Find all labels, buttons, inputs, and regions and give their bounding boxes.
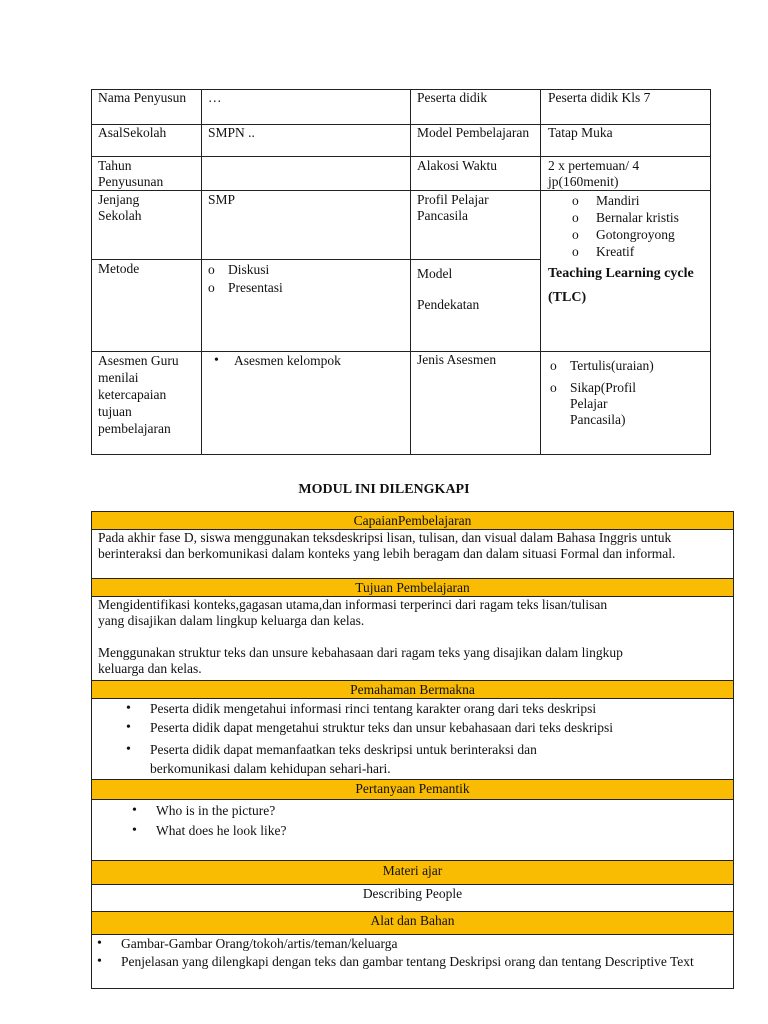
text-materi: Describing People — [362, 886, 463, 901]
alat-list — [97, 936, 697, 970]
header-capaian: CapaianPembelajaran — [91, 511, 734, 530]
list-item: • What does he look like? — [132, 823, 286, 839]
section-title: MODUL INI DILENGKAPI — [298, 482, 470, 497]
text-tujuan-2: Menggunakan struktur teks dan unsure kebahasaan dari ragam teks yang disajikan dalam lingkup keluarga dan kelas. — [98, 645, 623, 676]
label-metode: Metode — [98, 261, 140, 276]
value-alokasi-waktu: 2 x pertemuan/ 4 jp(160menit) — [548, 158, 640, 189]
label-model: Model — [417, 266, 453, 281]
label-alokasi-waktu: Alakosi Waktu — [417, 158, 498, 173]
list-item: o Sikap(Profil Pelajar Pancasila) — [550, 380, 660, 428]
label-profil-pelajar: Profil Pelajar Pancasila — [417, 192, 489, 223]
label-nama-penyusun: Nama Penyusun — [98, 90, 187, 105]
text-capaian: Pada akhir fase D, siswa menggunakan teksdeskripsi lisan, tulisan, dan visual dalam Bahasa Inggris untuk berinteraksi dan berkomunikasi dalam konteks yang lebih beragam dan dalam situasi Formal dan informal. — [98, 530, 676, 561]
label-jenis-asesmen: Jenis Asesmen — [417, 352, 497, 367]
asesmen-list — [214, 353, 341, 369]
value-pendekatan-tlc: Teaching Learning cycle (TLC) — [548, 266, 694, 305]
header-alat: Alat dan Bahan — [91, 911, 734, 935]
metode-list — [208, 262, 283, 298]
list-item: o Presentasi — [208, 280, 283, 298]
label-asesmen-guru: Asesmen Guru menilai ketercapaian tujuan pembelajaran — [98, 353, 179, 436]
profil-pelajar-list — [572, 193, 679, 261]
list-item: • Who is in the picture? — [132, 803, 286, 819]
list-item: o Mandiri — [572, 193, 679, 210]
list-item: o Tertulis(uraian) — [550, 358, 670, 374]
jenis-asesmen-list — [550, 358, 670, 428]
label-model-pembelajaran: Model Pembelajaran — [417, 125, 530, 140]
label-jenjang-sekolah: Jenjang Sekolah — [98, 192, 142, 223]
list-item: o Kreatif — [572, 244, 679, 261]
list-item: • Peserta didik dapat memanfaatkan teks deskripsi untuk berinteraksi dan berkomunikasi dalam kehidupan sehari-hari. — [126, 740, 590, 778]
label-pendekatan: Pendekatan — [417, 297, 480, 312]
pemahaman-list — [126, 701, 706, 778]
list-item: o Gotongroyong — [572, 227, 679, 244]
cell — [201, 89, 411, 125]
label-peserta-didik: Peserta didik — [417, 90, 488, 105]
list-item: • Peserta didik dapat mengetahui struktur teks dan unsur kebahasaan dari teks deskripsi — [126, 720, 706, 736]
value-asal-sekolah: SMPN .. — [208, 125, 255, 140]
list-item: • Penjelasan yang dilengkapi dengan teks dan gambar tentang Deskripsi orang dan tentang Descriptive Text — [97, 954, 697, 970]
text-tujuan-1: Mengidentifikasi konteks,gagasan utama,dan informasi terperinci dari ragam teks lisan/tulisan yang disajikan dalam lingkup keluarga dan kelas. — [98, 597, 608, 628]
header-pemahaman: Pemahaman Bermakna — [91, 680, 734, 699]
label-tahun-penyusunan: Tahun Penyusunan — [98, 158, 164, 189]
label-asal-sekolah: AsalSekolah — [98, 125, 167, 140]
header-materi: Materi ajar — [91, 860, 734, 885]
cell — [201, 156, 411, 191]
list-item: o Diskusi — [208, 262, 283, 280]
list-item: • Asesmen kelompok — [214, 353, 341, 369]
value-nama-penyusun: … — [208, 90, 222, 105]
value-model-pembelajaran: Tatap Muka — [548, 125, 613, 140]
list-item: o Bernalar kristis — [572, 210, 679, 227]
value-peserta-didik: Peserta didik Kls 7 — [548, 90, 651, 105]
list-item: • Gambar-Gambar Orang/tokoh/artis/teman/keluarga — [97, 936, 697, 952]
value-jenjang-sekolah: SMP — [208, 192, 236, 207]
header-pertanyaan: Pertanyaan Pemantik — [91, 779, 734, 800]
pertanyaan-list — [132, 803, 286, 839]
list-item: • Peserta didik mengetahui informasi rinci tentang karakter orang dari teks deskripsi — [126, 701, 706, 717]
header-tujuan: Tujuan Pembelajaran — [91, 578, 734, 597]
